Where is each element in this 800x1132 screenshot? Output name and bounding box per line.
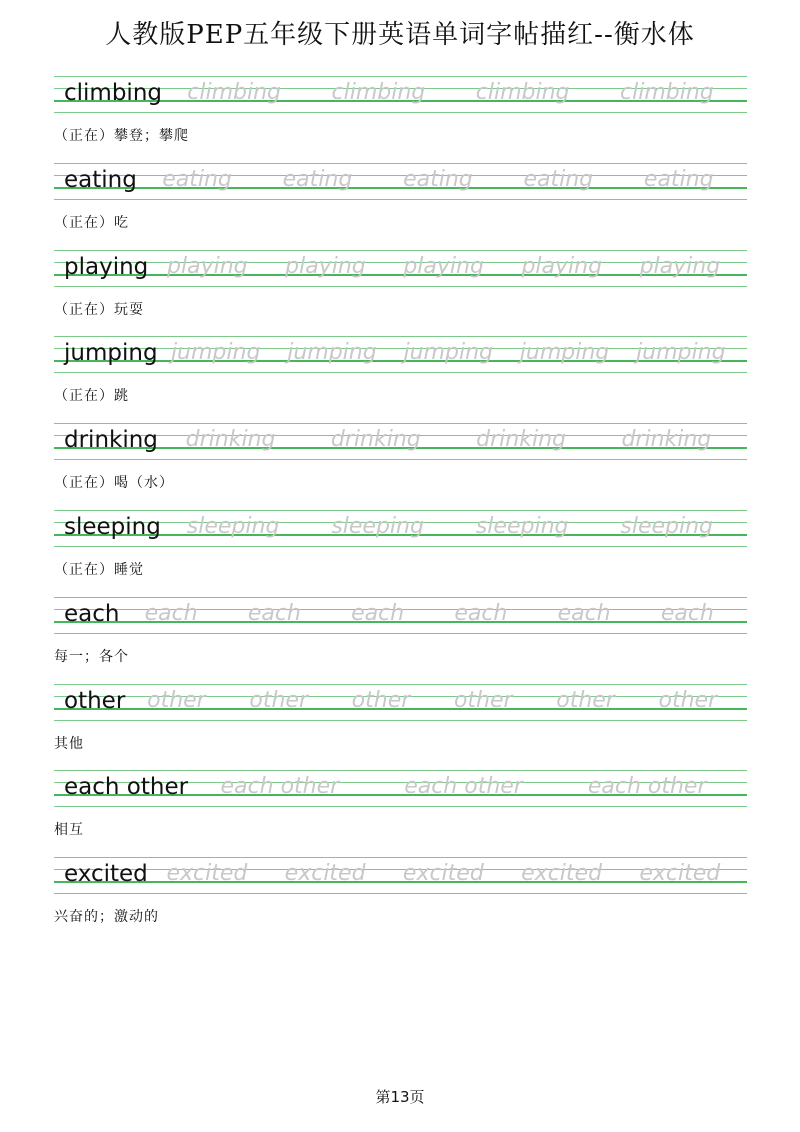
trace-word: jumping xyxy=(170,340,261,365)
word-entry xyxy=(54,510,747,597)
word-entry xyxy=(54,857,747,944)
trace-word: climbing xyxy=(620,80,714,105)
trace-word: excited xyxy=(166,861,248,886)
word-row xyxy=(64,424,739,454)
trace-word: each xyxy=(144,601,198,626)
vocab-word: playing xyxy=(64,254,149,280)
word-entry xyxy=(54,423,747,510)
vocab-word: other xyxy=(64,688,126,714)
word-meaning: 每一；各个 xyxy=(54,649,129,665)
word-entry xyxy=(54,770,747,857)
word-row xyxy=(64,598,739,628)
trace-word: eating xyxy=(523,167,594,192)
trace-word: each xyxy=(247,601,301,626)
trace-words xyxy=(162,79,739,107)
trace-word: sleeping xyxy=(331,514,424,539)
word-entry xyxy=(54,597,747,684)
trace-word: eating xyxy=(162,167,232,192)
word-meaning: （正在）跳 xyxy=(54,388,129,404)
trace-word: other xyxy=(658,688,718,713)
trace-word: each other xyxy=(220,774,340,799)
trace-word: drinking xyxy=(330,427,421,452)
vocab-word: sleeping xyxy=(64,514,161,540)
trace-words xyxy=(158,426,739,454)
vocab-word: climbing xyxy=(64,80,162,106)
guide-line xyxy=(54,546,747,547)
guide-line xyxy=(54,633,747,634)
trace-words xyxy=(158,339,739,367)
word-row xyxy=(64,251,739,281)
word-entry xyxy=(54,684,747,771)
trace-word: jumping xyxy=(519,340,610,365)
trace-word: playing xyxy=(167,254,248,279)
trace-word: each xyxy=(351,601,405,626)
trace-words xyxy=(125,687,739,715)
word-meaning: （正在）攀登；攀爬 xyxy=(54,128,189,144)
page-title: 人教版PEP五年级下册英语单词字帖描红--衡水体 xyxy=(105,20,695,50)
trace-words xyxy=(148,860,739,888)
word-entry xyxy=(54,250,747,337)
trace-word: drinking xyxy=(185,427,276,452)
word-entry xyxy=(54,336,747,423)
trace-word: playing xyxy=(403,254,484,279)
trace-word: other xyxy=(249,688,308,713)
word-row xyxy=(64,164,739,194)
trace-word: excited xyxy=(284,861,366,886)
vocab-word: eating xyxy=(64,167,137,193)
trace-word: drinking xyxy=(621,427,712,452)
vocab-word: each other xyxy=(64,774,189,800)
word-meaning: （正在）玩耍 xyxy=(54,302,144,318)
trace-word: excited xyxy=(521,861,603,886)
word-meaning: （正在）吃 xyxy=(54,215,129,231)
word-meaning: 相互 xyxy=(54,822,84,838)
trace-words xyxy=(119,600,739,628)
trace-word: climbing xyxy=(331,80,426,105)
trace-words xyxy=(161,513,739,541)
trace-word: sleeping xyxy=(620,514,714,539)
trace-word: playing xyxy=(285,254,366,279)
trace-word: playing xyxy=(639,254,721,279)
word-meaning: 兴奋的；激动的 xyxy=(54,909,159,925)
vocab-word: each xyxy=(64,601,120,627)
word-row xyxy=(64,77,739,107)
guide-line xyxy=(54,286,747,287)
trace-word: jumping xyxy=(636,340,726,365)
word-meaning: （正在）睡觉 xyxy=(54,562,144,578)
trace-word: each other xyxy=(404,774,523,799)
word-row xyxy=(64,685,739,715)
word-meaning: 其他 xyxy=(54,736,84,752)
trace-word: eating xyxy=(403,167,473,192)
trace-word: eating xyxy=(643,167,714,192)
trace-word: other xyxy=(556,688,615,713)
vocab-word: excited xyxy=(64,861,148,887)
vocab-word: drinking xyxy=(64,427,158,453)
trace-word: climbing xyxy=(475,80,570,105)
word-row xyxy=(64,771,739,801)
guide-line xyxy=(54,199,747,200)
word-entry xyxy=(54,163,747,250)
trace-words xyxy=(137,166,739,194)
trace-word: jumping xyxy=(403,340,493,365)
trace-word: playing xyxy=(521,254,603,279)
trace-word: climbing xyxy=(187,80,281,105)
trace-word: each other xyxy=(587,774,707,799)
vocab-word: jumping xyxy=(64,340,158,366)
trace-words xyxy=(148,253,739,281)
trace-word: each xyxy=(454,601,508,626)
word-row xyxy=(64,511,739,541)
guide-line xyxy=(54,112,747,113)
trace-word: excited xyxy=(402,861,484,886)
guide-line xyxy=(54,459,747,460)
trace-word: other xyxy=(351,688,411,713)
trace-word: other xyxy=(147,688,206,713)
trace-word: excited xyxy=(639,861,721,886)
trace-word: each xyxy=(660,601,714,626)
word-entry xyxy=(54,76,747,163)
guide-line xyxy=(54,720,747,721)
trace-word: drinking xyxy=(476,427,566,452)
word-row xyxy=(64,337,739,367)
trace-word: sleeping xyxy=(475,514,569,539)
guide-line xyxy=(54,372,747,373)
word-row xyxy=(64,858,739,888)
guide-line xyxy=(54,893,747,894)
word-meaning: （正在）喝（水） xyxy=(54,475,174,491)
page-number: 第13页 xyxy=(375,1088,425,1106)
trace-word: eating xyxy=(282,167,353,192)
trace-words xyxy=(188,773,739,801)
trace-word: jumping xyxy=(287,340,377,365)
trace-word: other xyxy=(453,688,513,713)
trace-word: sleeping xyxy=(186,514,280,539)
trace-word: each xyxy=(557,601,611,626)
guide-line xyxy=(54,806,747,807)
